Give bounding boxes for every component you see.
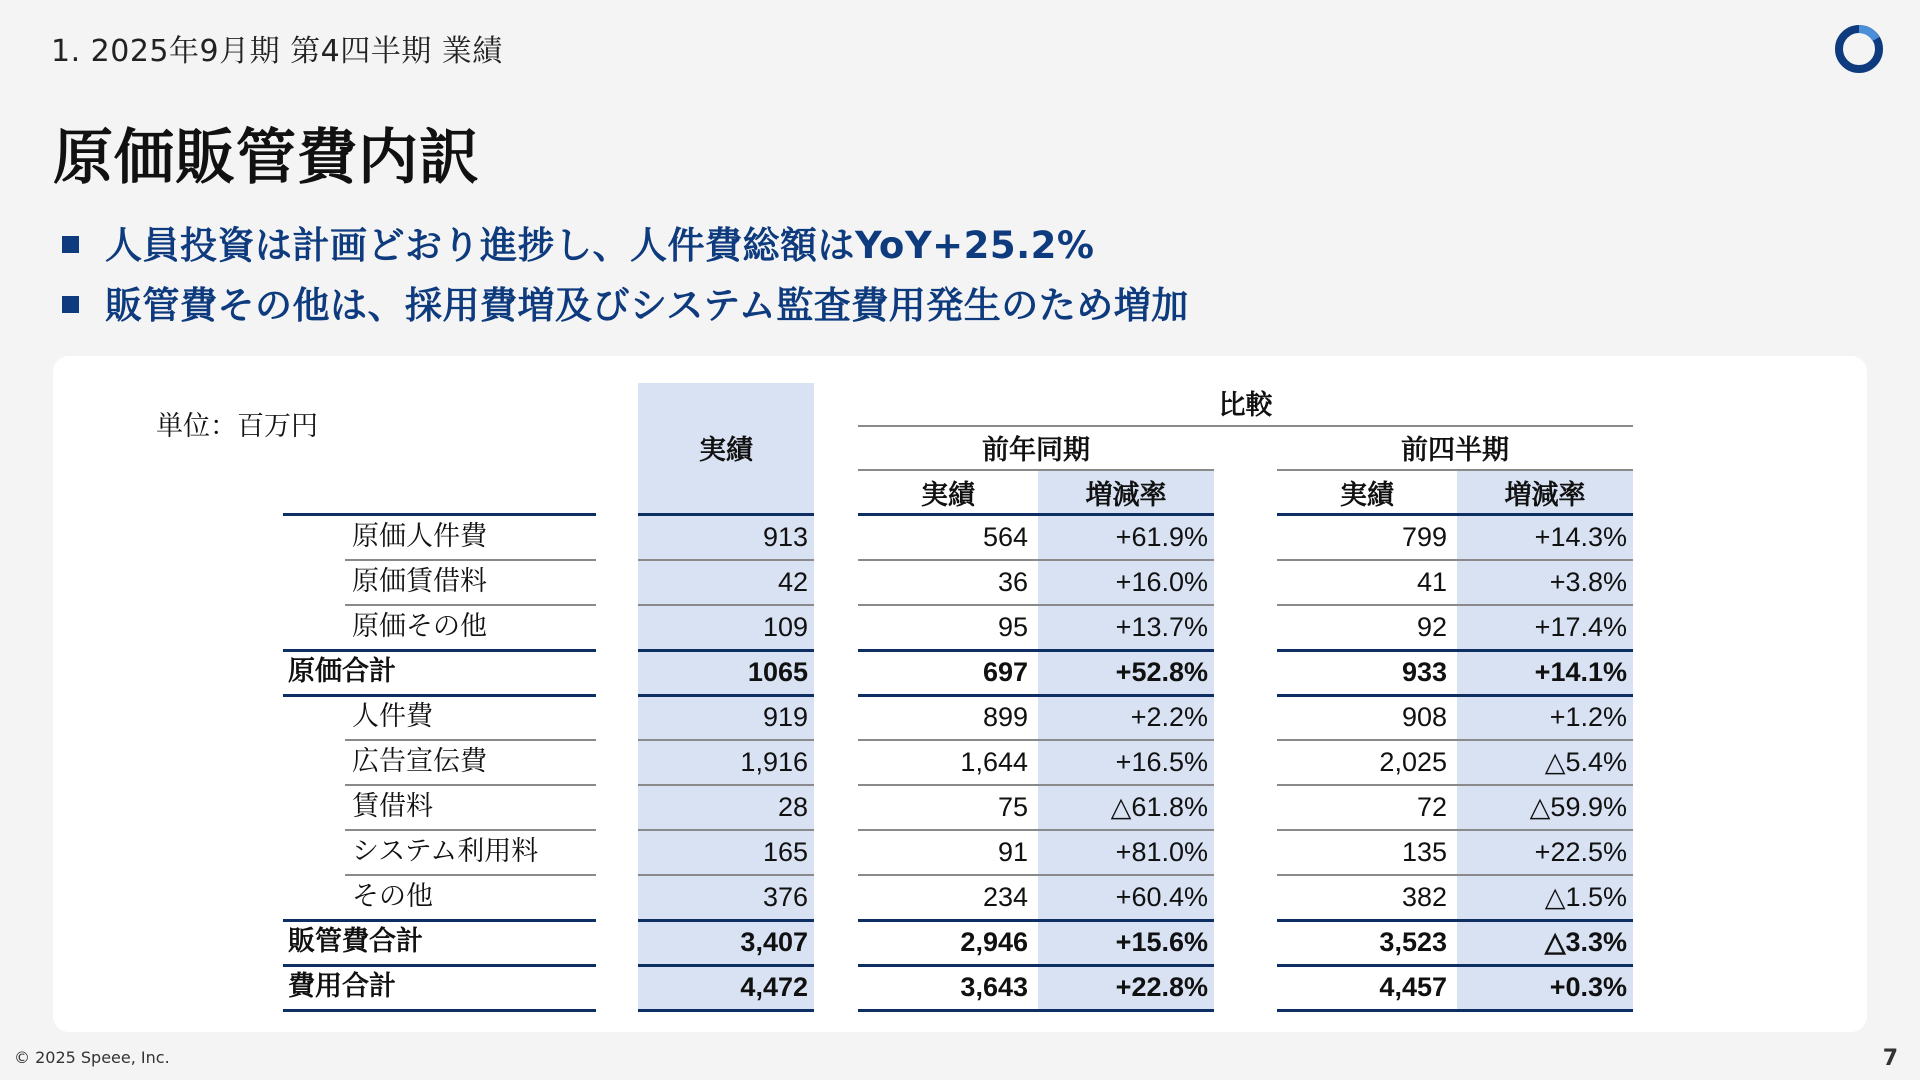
ring-logo-icon: [1832, 22, 1886, 76]
qoq-rule: [1277, 469, 1633, 471]
row-label: その他: [352, 881, 433, 912]
comparison-rule: [858, 425, 1633, 427]
row-label: 原価その他: [352, 611, 487, 642]
cell-yoy-actual: 3,643: [960, 972, 1028, 1002]
cell-qoq-actual: 72: [1416, 792, 1447, 822]
row-label: 原価合計: [288, 656, 396, 687]
cell-yoy-actual: 75: [997, 792, 1028, 822]
cell-qoq-actual: 135: [1401, 837, 1447, 867]
cell-qoq-rate: △1.5%: [1544, 882, 1627, 912]
row-rule: [858, 1009, 1214, 1012]
cell-yoy-rate: △61.8%: [1110, 792, 1208, 822]
cell-actual: 42: [777, 567, 808, 597]
header-qoq-actual: 実績: [1340, 480, 1394, 511]
cell-qoq-actual: 2,025: [1379, 747, 1447, 777]
cell-yoy-actual: 36: [997, 567, 1028, 597]
cell-actual: 1,916: [740, 747, 808, 777]
cell-yoy-rate: +16.0%: [1115, 567, 1208, 597]
row-rule: [283, 1009, 596, 1012]
bullet-text: 販管費その他は、採用費増及びシステム監査費用発生のため増加: [105, 284, 1189, 327]
row-rule: [1277, 1009, 1633, 1012]
cell-qoq-actual: 41: [1416, 567, 1447, 597]
bullet-item: [62, 212, 1189, 272]
header-yoy-rate: 増減率: [1085, 480, 1167, 511]
cell-yoy-rate: +81.0%: [1115, 837, 1208, 867]
cell-actual: 165: [762, 837, 808, 867]
row-label: 賃借料: [352, 791, 433, 822]
cell-qoq-actual: 4,457: [1379, 972, 1447, 1002]
cell-actual: 28: [777, 792, 808, 822]
units-label: 単位：百万円: [156, 411, 318, 442]
square-bullet-icon: [62, 296, 79, 313]
row-label: 原価人件費: [352, 521, 487, 552]
cell-yoy-rate: +15.6%: [1115, 927, 1208, 957]
cell-yoy-actual: 697: [982, 657, 1028, 687]
cell-qoq-rate: +14.1%: [1534, 657, 1627, 687]
row-rule: [638, 1009, 814, 1012]
header-actual: 実績: [699, 435, 753, 466]
cell-yoy-rate: +52.8%: [1115, 657, 1208, 687]
cell-qoq-rate: +17.4%: [1534, 612, 1627, 642]
cell-yoy-rate: +22.8%: [1115, 972, 1208, 1002]
bullet-item: [62, 272, 1189, 332]
copyright: © 2025 Speee, Inc.: [14, 1048, 170, 1067]
cell-actual: 4,472: [740, 972, 808, 1002]
cell-actual: 919: [762, 702, 808, 732]
cell-qoq-rate: +14.3%: [1534, 522, 1627, 552]
cell-yoy-actual: 1,644: [960, 747, 1028, 777]
row-label: 販管費合計: [288, 926, 423, 957]
cell-yoy-rate: +13.7%: [1115, 612, 1208, 642]
cell-qoq-rate: △59.9%: [1529, 792, 1627, 822]
page-number: 7: [1882, 1046, 1898, 1071]
cell-yoy-actual: 564: [982, 522, 1028, 552]
cell-actual: 913: [762, 522, 808, 552]
cell-qoq-rate: +0.3%: [1549, 972, 1627, 1002]
cell-yoy-actual: 899: [982, 702, 1028, 732]
row-label: 人件費: [352, 701, 433, 732]
cell-qoq-rate: △5.4%: [1544, 747, 1627, 777]
cell-yoy-actual: 234: [982, 882, 1028, 912]
cell-yoy-actual: 91: [997, 837, 1028, 867]
row-label: システム利用料: [352, 836, 539, 867]
cell-actual: 109: [762, 612, 808, 642]
row-label: 費用合計: [288, 971, 396, 1002]
page-title: 原価販管費内訳: [53, 123, 480, 193]
cell-qoq-rate: +1.2%: [1549, 702, 1627, 732]
square-bullet-icon: [62, 236, 79, 253]
cell-qoq-actual: 799: [1401, 522, 1447, 552]
yoy-rule: [858, 469, 1214, 471]
row-label: 広告宣伝費: [352, 746, 487, 777]
header-yoy-actual: 実績: [921, 480, 975, 511]
cell-qoq-rate: △3.3%: [1544, 927, 1627, 957]
cell-yoy-actual: 95: [997, 612, 1028, 642]
row-rule: [283, 694, 596, 697]
cell-qoq-rate: +3.8%: [1549, 567, 1627, 597]
header-yoy: 前年同期: [982, 435, 1090, 466]
cell-actual: 3,407: [740, 927, 808, 957]
cell-qoq-actual: 933: [1401, 657, 1447, 687]
header-qoq: 前四半期: [1401, 435, 1509, 466]
cell-qoq-actual: 92: [1416, 612, 1447, 642]
bullet-text: 人員投資は計画どおり進捗し、人件費総額はYoY+25.2%: [105, 224, 1095, 267]
cell-yoy-rate: +2.2%: [1130, 702, 1208, 732]
row-label: 原価賃借料: [352, 566, 487, 597]
cell-yoy-actual: 2,946: [960, 927, 1028, 957]
cell-qoq-actual: 3,523: [1379, 927, 1447, 957]
key-points: [62, 212, 1189, 332]
header-comparison: 比較: [1218, 390, 1273, 421]
cell-yoy-rate: +16.5%: [1115, 747, 1208, 777]
cell-yoy-rate: +60.4%: [1115, 882, 1208, 912]
header-qoq-rate: 増減率: [1504, 480, 1586, 511]
cell-qoq-actual: 908: [1401, 702, 1447, 732]
cell-qoq-actual: 382: [1401, 882, 1447, 912]
section-header: 1. 2025年9月期 第4四半期 業績: [51, 34, 503, 69]
cell-actual: 376: [762, 882, 808, 912]
cell-actual: 1065: [747, 657, 808, 687]
cell-yoy-rate: +61.9%: [1115, 522, 1208, 552]
cell-qoq-rate: +22.5%: [1534, 837, 1627, 867]
